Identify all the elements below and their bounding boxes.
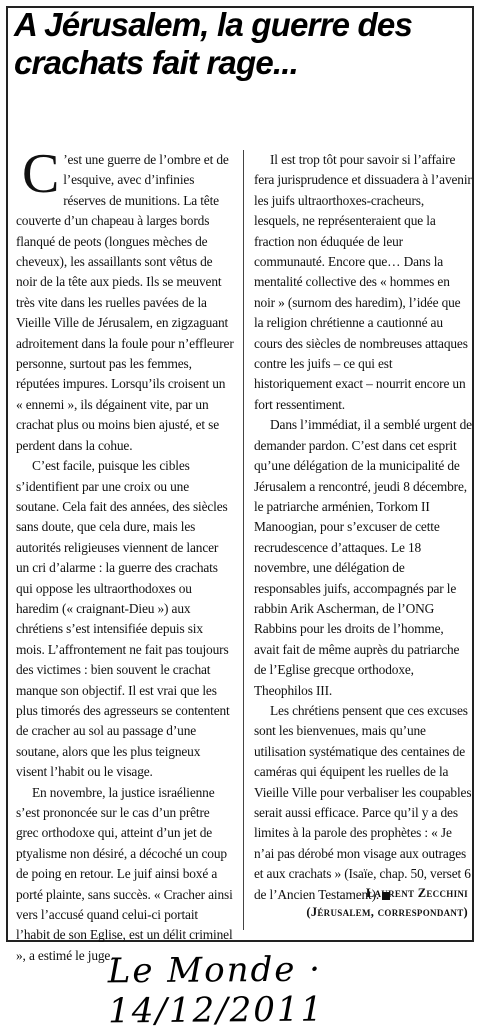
article-title: A Jérusalem, la guerre des crachats fait rage... [14,6,413,81]
article-column-left [16,143,234,963]
byline [238,884,468,922]
drop-cap: C [22,143,60,205]
paragraph-4: Il est trop tôt pour savoir si l’affaire fera jurisprudence et dissuadera à l’avenir les juifs ultraorthoxes-cracheurs, lesquels, ne représenteraient que la fraction non éduquée de leur communauté. Encore que… Dans la mentalité collective des « hommes en noir » (surnom des haredim), l’idée que la religion chrétienne a cautionné au cours des siècles de nombreuses attaques contre les juifs – ce qui est historiquement exact – nourrit encore un fort ressentiment. [254,152,472,412]
column-divider [243,150,244,930]
paragraph-2: C’est facile, puisque les cibles s’identifient par une croix ou une soutane. Cela fait des années, des siècles sans doute, que cela dure, mais les autorités religieuses viennent de lancer un cri d’alarme : la guerre des crachats qui oppose les ultraorthodoxes ou haredim (« craignant-Dieu ») aux chrétiens s’est intensifiée depuis six mois. L’affrontement ne fait pas toujours des victimes : bien souvent le crachat manque son objectif. Il est vrai que les plus timorés des agresseurs se contentent de cracher au sol au passage d’une soutane, alors que les plus teigneux visent l’habit ou le visage. [16,458,230,780]
paragraph-1: C ’est une guerre de l’ombre et de l’esquive, avec d’infinies réserves de munitions. La tête couverte d’un chapeau à larges bords flanqué de peots (longues mèches de cheveux), les assaillants sont vêtus de noir de la tête aux pieds. Ils se meuvent très vite dans les ruelles pavées de la Vieille Ville de Jérusalem, en zigzaguant adroitement dans la foule pour n’effleurer personne, surtout pas les femmes, réputées impures. Lorsqu’ils croisent un « ennemi », ils dégainent vite, par un crachat plus ou moins bien ajusté, et se perdent dans la cohue. [16,143,234,453]
handwritten-source-note: Le Monde · 14/12/2011 [107,949,325,1031]
paragraph-3: En novembre, la justice israélienne s’est prononcée sur le cas d’un prêtre grec orthodoxe qui, atteint d’un jet de ptyalisme non désiré, a décoché un coup de poing en retour. Le juif ainsi boxé a porté plainte, sans succès. « Cracher ainsi vers l’accusé quand celui-ci portait l’habit de son Eglise, est un délit criminel », a estimé le juge. [16,784,233,963]
paragraph-6: Les chrétiens pensent que ces excuses sont les bienvenues, mais qu’une utilisation systématique des centaines de caméras qui équipent les ruelles de la Vieille Ville pour verbaliser les coupables serait aussi efficace. Parce qu’il y a des limites à la parole des prophètes : « Je n’ai pas dérobé mon visage aux outrages et aux crachats » (Isaïe, chap. 50, verset 6 de l’Ancien Testament). [254,702,472,902]
author-name: Laurent Zecchini [365,886,468,900]
author-location: (Jérusalem, correspondant) [306,905,468,919]
paragraph-5: Dans l’immédiat, il a semblé urgent de demander pardon. C’est dans cet esprit qu’une délégation de la municipalité de Jérusalem a rencontré, jeudi 8 décembre, le patriarche arménien, Torkom II Manoogian, pour s’excuser de cette recrudescence d’attaques. Le 18 novembre, une délégation de responsables juifs, accompagnés par le rabbin Arik Ascherman, de l’ONG Rabbins pour les droits de l’homme, avait fait de même auprès du patriarche de l’Eglise grecque orthodoxe, Theophilos III. [254,417,472,698]
